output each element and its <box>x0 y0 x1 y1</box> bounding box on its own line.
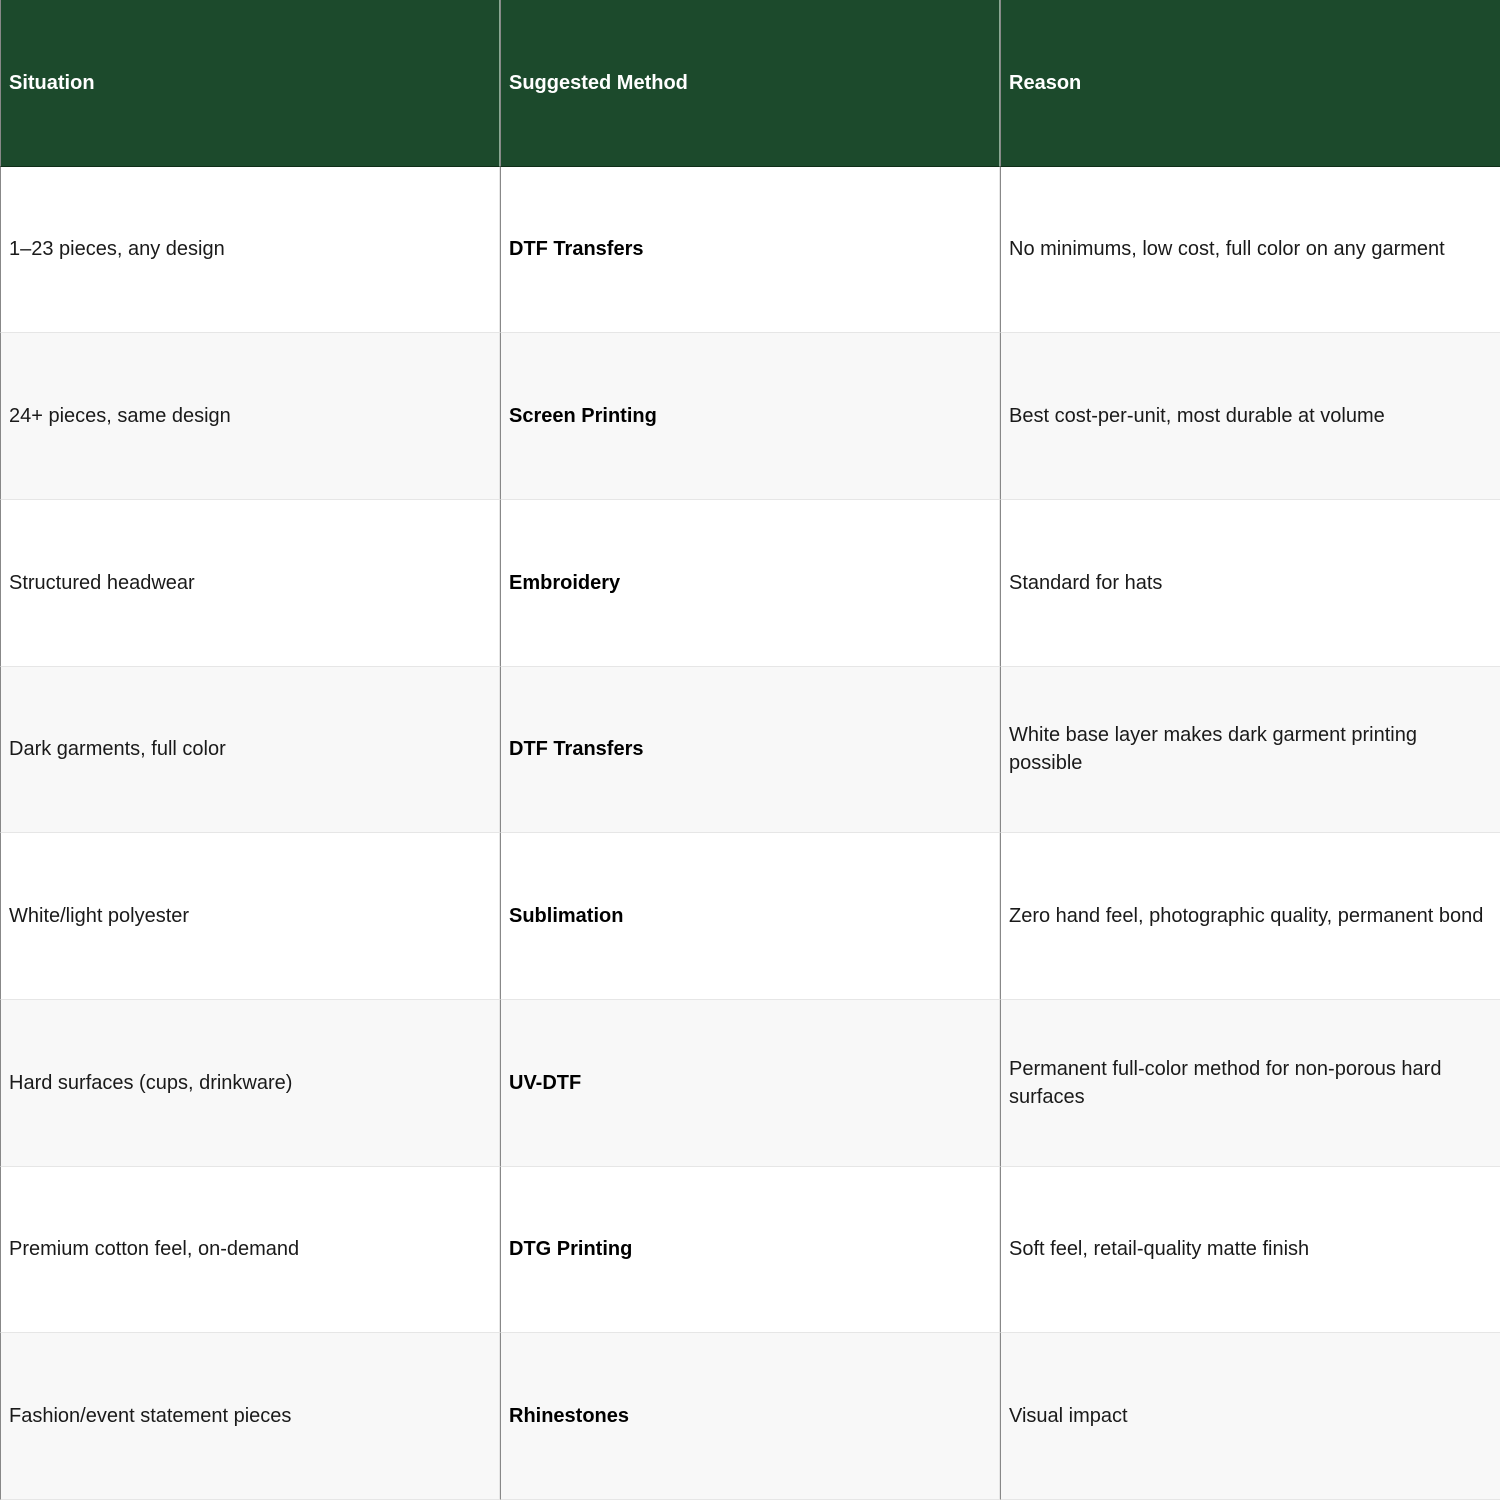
method-cell: DTF Transfers <box>500 667 1000 834</box>
situation-cell: 1–23 pieces, any design <box>0 167 500 334</box>
situation-cell: Premium cotton feel, on-demand <box>0 1167 500 1334</box>
method-cell: Sublimation <box>500 833 1000 1000</box>
reason-cell: Permanent full-color method for non-porous hard surfaces <box>1000 1000 1500 1167</box>
situation-cell: 24+ pieces, same design <box>0 333 500 500</box>
situation-cell: White/light polyester <box>0 833 500 1000</box>
situation-cell: Dark garments, full color <box>0 667 500 834</box>
header-suggested-method: Suggested Method <box>500 0 1000 167</box>
method-cell: Rhinestones <box>500 1333 1000 1500</box>
situation-cell: Fashion/event statement pieces <box>0 1333 500 1500</box>
method-cell: DTF Transfers <box>500 167 1000 334</box>
situation-cell: Hard surfaces (cups, drinkware) <box>0 1000 500 1167</box>
header-situation: Situation <box>0 0 500 167</box>
reason-cell: Zero hand feel, photographic quality, permanent bond <box>1000 833 1500 1000</box>
method-cell: Screen Printing <box>500 333 1000 500</box>
reason-cell: Soft feel, retail-quality matte finish <box>1000 1167 1500 1334</box>
method-cell: UV-DTF <box>500 1000 1000 1167</box>
reason-cell: Visual impact <box>1000 1333 1500 1500</box>
method-cell: DTG Printing <box>500 1167 1000 1334</box>
reason-cell: White base layer makes dark garment printing possible <box>1000 667 1500 834</box>
situation-cell: Structured headwear <box>0 500 500 667</box>
reason-cell: Best cost-per-unit, most durable at volume <box>1000 333 1500 500</box>
header-reason: Reason <box>1000 0 1500 167</box>
reason-cell: Standard for hats <box>1000 500 1500 667</box>
reason-cell: No minimums, low cost, full color on any garment <box>1000 167 1500 334</box>
method-cell: Embroidery <box>500 500 1000 667</box>
